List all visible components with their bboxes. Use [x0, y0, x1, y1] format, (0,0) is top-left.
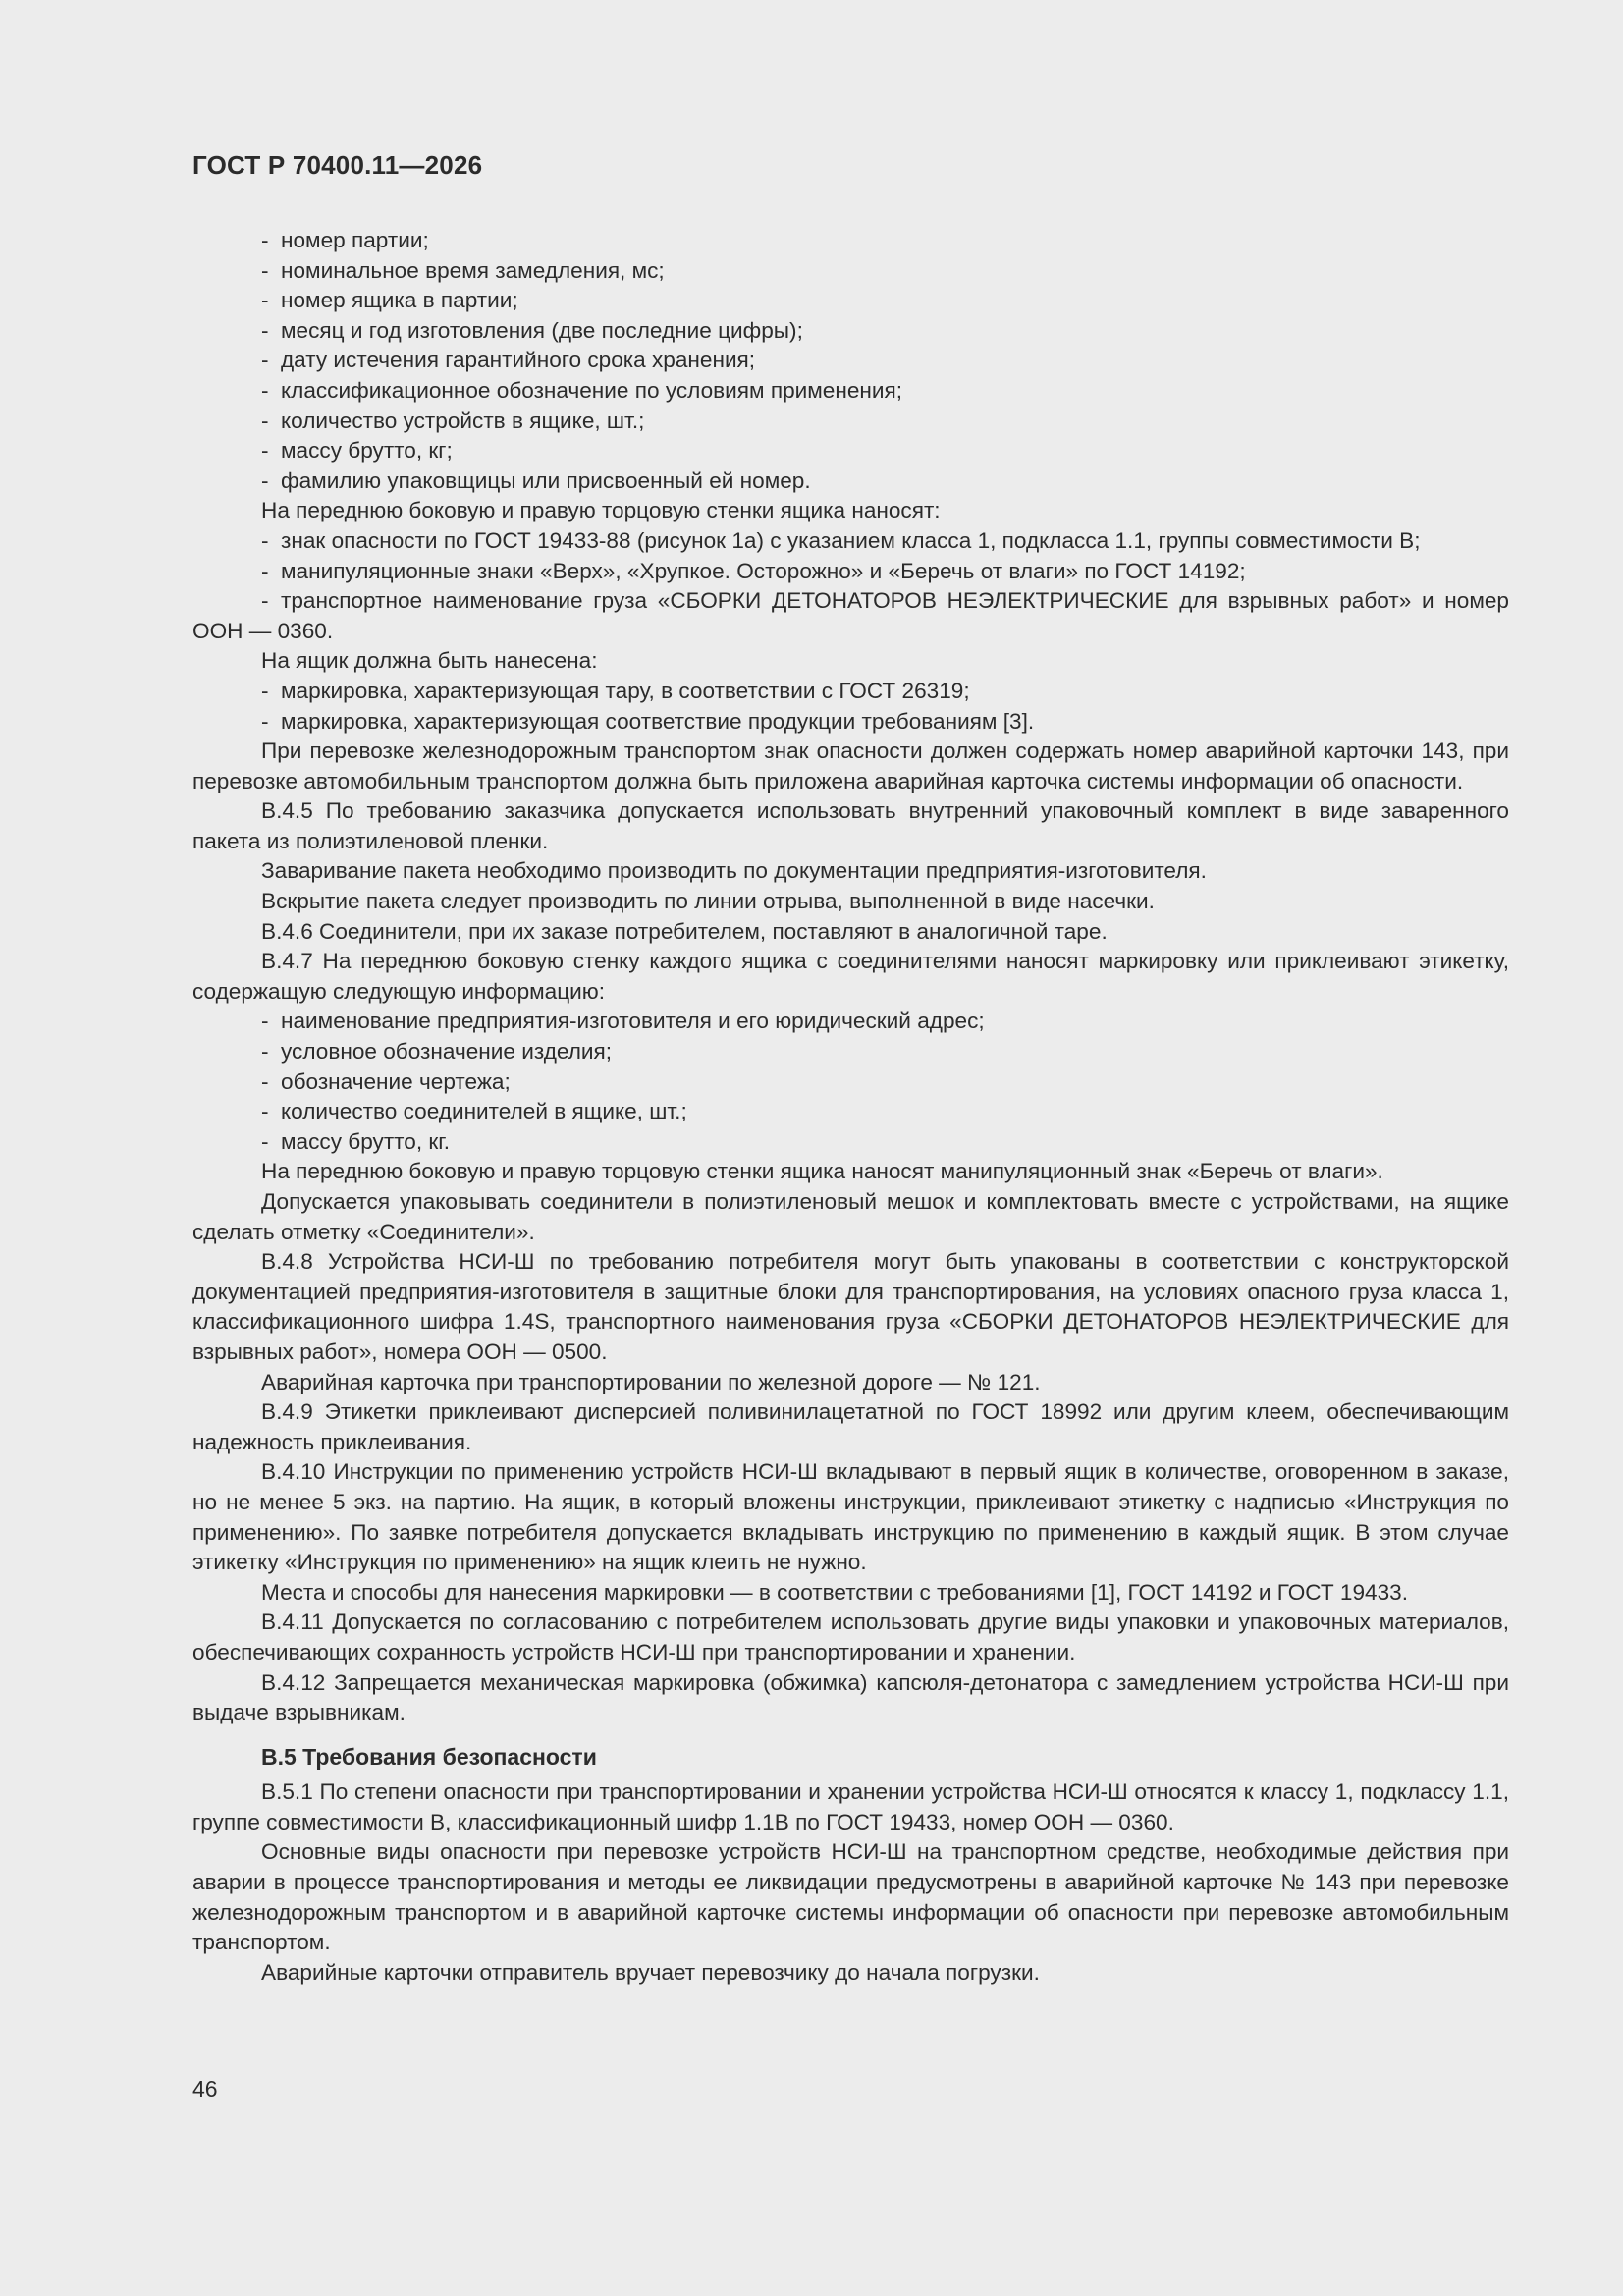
list-item-text: номер ящика в партии;: [281, 288, 518, 313]
list-dash: -: [261, 678, 269, 703]
list-item-text: манипуляционные знаки «Верх», «Хрупкое. Осторожно» и «Беречь от влаги» по ГОСТ 14192;: [281, 558, 1246, 583]
list-item: [192, 1127, 1509, 1158]
list-dash: -: [261, 377, 269, 403]
list-item-text: количество соединителей в ящике, шт.;: [281, 1099, 687, 1124]
list-dash: -: [261, 1039, 269, 1065]
list-item-text: условное обозначение изделия;: [281, 1039, 613, 1065]
list-front-walls: [192, 526, 1509, 646]
list-item: [192, 1097, 1509, 1127]
paragraph: В.4.6 Соединители, при их заказе потребителем, поставляют в аналогичной таре.: [261, 918, 1108, 944]
list-item: [192, 316, 1509, 347]
list-item-text: массу брутто, кг.: [281, 1128, 451, 1154]
list-item: [192, 376, 1509, 407]
list-dash: -: [261, 467, 269, 493]
list-dash: -: [261, 527, 269, 553]
paragraph: В.4.9 Этикетки приклеивают дисперсией поливинилацетатной по ГОСТ 18992 или другим клеем, обеспечивающим надежность приклеивания.: [192, 1399, 1509, 1454]
list-item-text: массу брутто, кг;: [281, 438, 453, 464]
paragraph: Аварийная карточка при транспортировании по железной дороге — № 121.: [261, 1369, 1041, 1394]
list-item-text: месяц и год изготовления (две последние цифры);: [281, 317, 803, 343]
paragraph: В.4.5 По требованию заказчика допускается использовать внутренний упаковочный комплект в виде заваренного пакета из полиэтиленовой пленки.: [192, 798, 1509, 853]
list-item: [192, 526, 1509, 557]
list-item: [192, 1007, 1509, 1037]
list-dash: -: [261, 558, 269, 583]
paragraph: В.4.11 Допускается по согласованию с потребителем использовать другие виды упаковки и упаковочных материалов, обеспечивающих сохранность устройств НСИ-Ш при транспортировании и хранении.: [192, 1610, 1509, 1665]
list-dash: -: [261, 438, 269, 464]
paragraph: Вскрытие пакета следует производить по линии отрыва, выполненной в виде насечки.: [261, 889, 1155, 914]
list-item-text: фамилию упаковщицы или присвоенный ей номер.: [281, 467, 811, 493]
list-box-marking-info: [192, 226, 1509, 496]
list-item: [192, 286, 1509, 316]
list-item-text: классификационное обозначение по условиям применения;: [281, 377, 903, 403]
paragraph-group-b: [192, 1157, 1509, 1727]
list-dash: -: [261, 1009, 269, 1034]
list-item-text: маркировка, характеризующая соответствие продукции требованиям [3].: [281, 708, 1035, 734]
paragraph: Заваривание пакета необходимо производить по документации предприятия-изготовителя.: [261, 858, 1207, 884]
list-item: [192, 677, 1509, 707]
paragraph: В.4.8 Устройства НСИ-Ш по требованию потребителя могут быть упакованы в соответствии с конструкторской документацией предприятия-изготовителя в защитные блоки для транспортирования, на условиях опасного груза класса 1, классификационного шифра 1.4S, транспортного наименования груза «СБОРКИ ДЕТОНАТОРОВ НЕЭЛЕКТРИЧЕСКИЕ для взрывных работ», номера ООН — 0500.: [192, 1249, 1509, 1364]
list-dash: -: [261, 288, 269, 313]
list-dash: -: [261, 708, 269, 734]
paragraph-group-a: [192, 737, 1509, 1007]
list-dash: -: [261, 1099, 269, 1124]
list-item: [192, 466, 1509, 497]
paragraph: На переднюю боковую и правую торцовую стенки ящика наносят:: [261, 498, 941, 523]
paragraph: В.4.12 Запрещается механическая маркировка (обжимка) капсюля-детонатора с замедлением устройства НСИ-Ш при выдаче взрывникам.: [192, 1669, 1509, 1725]
list-item-text: транспортное наименование груза «СБОРКИ ДЕТОНАТОРОВ НЕЭЛЕКТРИЧЕСКИЕ для взрывных работ» и номер ООН — 0360.: [192, 588, 1509, 643]
paragraph: Места и способы для нанесения маркировки — в соответствии с требованиями [1], ГОСТ 14192 и ГОСТ 19433.: [261, 1579, 1409, 1605]
document-body: [192, 226, 1509, 1988]
page-number: 46: [192, 2076, 218, 2102]
list-dash: -: [261, 317, 269, 343]
list-item: [192, 586, 1509, 646]
paragraph-group-c: [192, 1777, 1509, 1988]
paragraph: Аварийные карточки отправитель вручает перевозчику до начала погрузки.: [261, 1959, 1040, 1985]
list-connector-label: [192, 1007, 1509, 1157]
list-item-text: маркировка, характеризующая тару, в соответствии с ГОСТ 26319;: [281, 678, 970, 703]
list-item: [192, 707, 1509, 738]
list-dash: -: [261, 1128, 269, 1154]
list-dash: -: [261, 348, 269, 373]
list-dash: -: [261, 588, 269, 614]
list-item-text: номинальное время замедления, мс;: [281, 257, 665, 283]
list-item: [192, 407, 1509, 437]
paragraph: На ящик должна быть нанесена:: [261, 648, 598, 674]
paragraph: При перевозке железнодорожным транспортом знак опасности должен содержать номер аварийной карточки 143, при перевозке автомобильным транспортом должна быть приложена аварийная карточка системы информации об опасности.: [192, 738, 1509, 793]
list-item: [192, 557, 1509, 587]
paragraph: На переднюю боковую и правую торцовую стенки ящика наносят манипуляционный знак «Беречь от влаги».: [261, 1159, 1383, 1184]
list-dash: -: [261, 1068, 269, 1094]
list-item: [192, 346, 1509, 376]
paragraph: Допускается упаковывать соединители в полиэтиленовый мешок и комплектовать вместе с устройствами, на ящике сделать отметку «Соединители».: [192, 1189, 1509, 1244]
list-item: [192, 256, 1509, 287]
paragraph: В.4.7 На переднюю боковую стенку каждого ящика с соединителями наносят маркировку или приклеивают этикетку, содержащую следующую информацию:: [192, 949, 1509, 1004]
list-item-text: обозначение чертежа;: [281, 1068, 511, 1094]
list-item: [192, 436, 1509, 466]
list-item-text: знак опасности по ГОСТ 19433-88 (рисунок 1а) с указанием класса 1, подкласса 1.1, группы совместимости В;: [281, 527, 1421, 553]
list-item: [192, 1037, 1509, 1067]
list-item-text: номер партии;: [281, 228, 429, 252]
paragraph: В.4.10 Инструкции по применению устройств НСИ-Ш вкладывают в первый ящик в количестве, оговоренном в заказе, но не менее 5 экз. на партию. На ящик, в который вложены инструкции, приклеивают этикетку с надписью «Инструкция по применению». По заявке потребителя допускается вкладывать инструкцию по применению в каждый ящик. В этом случае этикетку «Инструкция по применению» на ящик клеить не нужно.: [192, 1459, 1509, 1575]
list-item-text: дату истечения гарантийного срока хранения;: [281, 348, 756, 373]
paragraph: Основные виды опасности при перевозке устройств НСИ-Ш на транспортном средстве, необходимые действия при аварии в процессе транспортирования и методы ее ликвидации предусмотрены в аварийной карточке № 143 при перевозке железнодорожным транспортом и в аварийной карточке системы информации об опасности при перевозке автомобильным транспортом.: [192, 1839, 1509, 1955]
list-item-text: количество устройств в ящике, шт.;: [281, 408, 645, 433]
document-header: ГОСТ Р 70400.11—2026: [192, 150, 483, 180]
paragraph: В.5.1 По степени опасности при транспортировании и хранении устройства НСИ-Ш относятся к классу 1, подклассу 1.1, группе совместимости В, классификационный шифр 1.1В по ГОСТ 19433, номер ООН — 0360.: [192, 1779, 1509, 1834]
section-title: В.5 Требования безопасности: [261, 1743, 597, 1770]
list-dash: -: [261, 408, 269, 433]
list-item: [192, 1067, 1509, 1098]
list-item: [192, 226, 1509, 256]
list-dash: -: [261, 257, 269, 283]
list-item-text: наименование предприятия-изготовителя и его юридический адрес;: [281, 1009, 985, 1034]
list-dash: -: [261, 228, 269, 252]
list-box-marking: [192, 677, 1509, 737]
